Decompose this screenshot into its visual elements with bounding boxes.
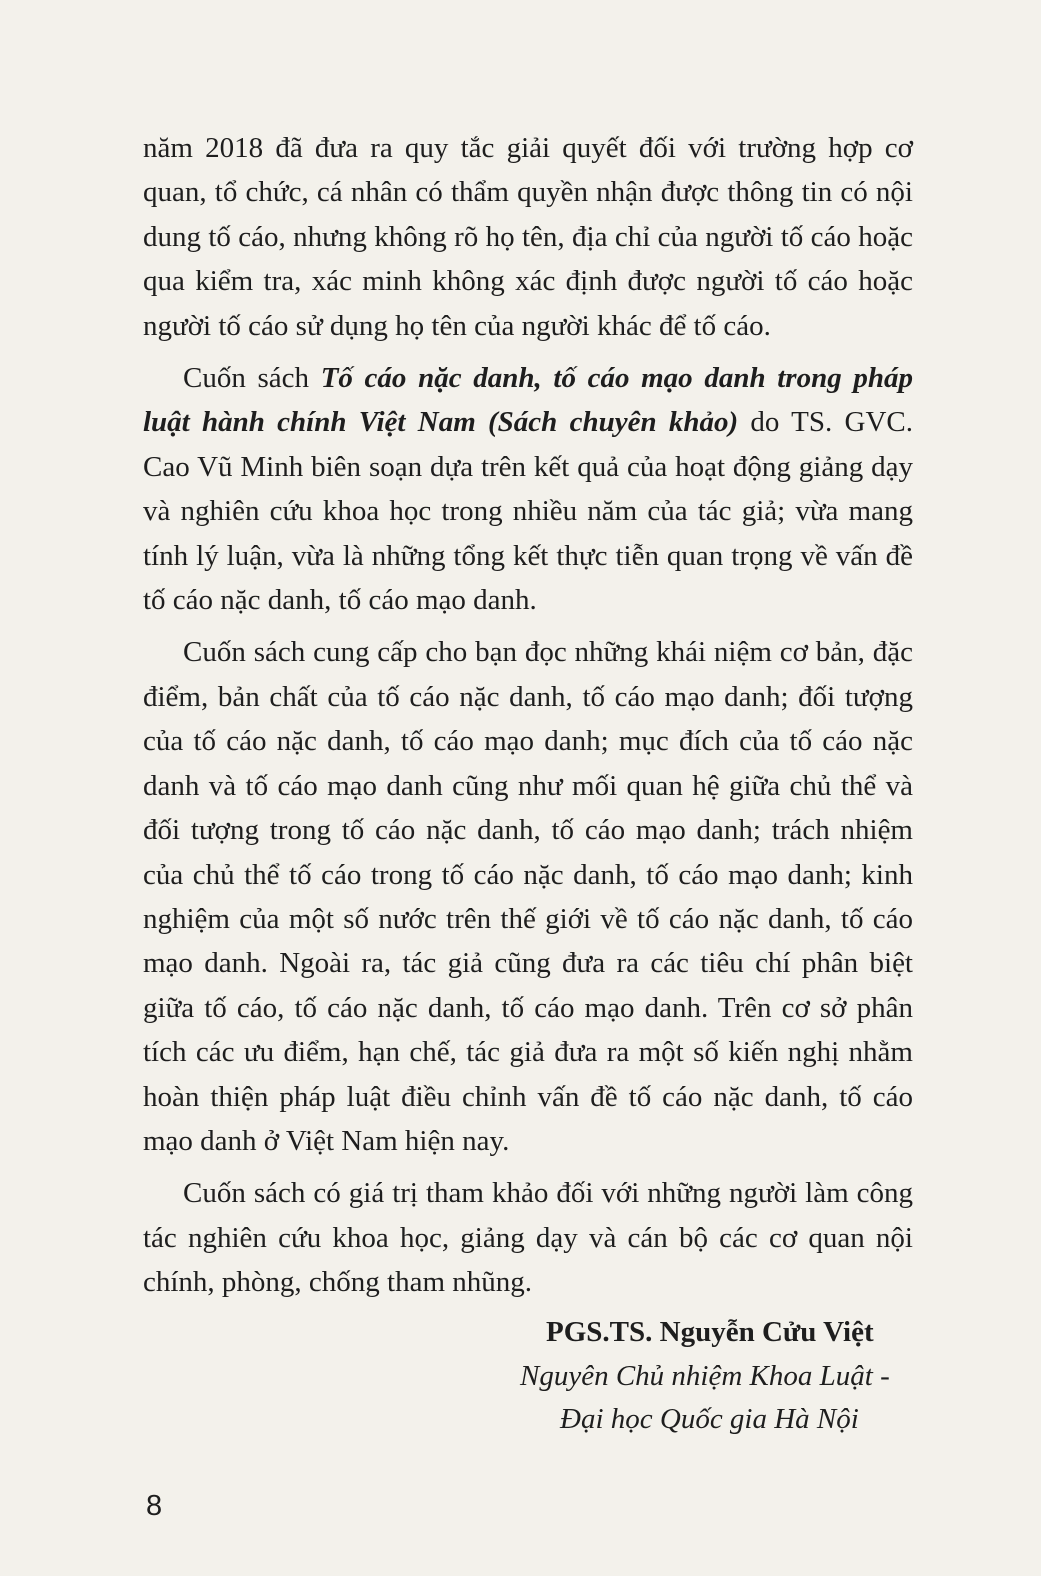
paragraph-1: năm 2018 đã đưa ra quy tắc giải quyết đối với trường hợp cơ quan, tổ chức, cá nhân có thẩm quyền nhận được thông tin có nội dung tố cáo, nhưng không rõ họ tên, địa chỉ của người tố cáo hoặc qua kiểm tra, xác minh không xác định được người tố cáo hoặc người tố cáo sử dụng họ tên của người khác để tố cáo. xyxy=(143,132,913,342)
book-title: Tố cáo nặc danh, tố cáo mạo danh trong pháp luật hành chính Việt Nam (Sách chuyên khảo) xyxy=(143,362,914,439)
signature-name: PGS.TS. Nguyễn Cửu Việt xyxy=(546,1316,874,1348)
signature-title-line-1: Nguyên Chủ nhiệm Khoa Luật - xyxy=(520,1360,890,1392)
page-number: 8 xyxy=(146,1490,163,1522)
signature-title-line-2: Đại học Quốc gia Hà Nội xyxy=(560,1403,859,1435)
paragraph-2-rest: do TS. GVC. Cao Vũ Minh biên soạn dựa trên kết quả của hoạt động giảng dạy và nghiên cứu khoa học trong nhiều năm của tác giả; vừa mang tính lý luận, vừa là những tổng kết thực tiễn quan trọng về vấn đề tố cáo nặc danh, tố cáo mạo danh. xyxy=(143,406,913,617)
paragraph-4: Cuốn sách có giá trị tham khảo đối với những người làm công tác nghiên cứu khoa học, giảng dạy và cán bộ các cơ quan nội chính, phòng, chống tham nhũng. xyxy=(143,1177,913,1299)
paragraph-3: Cuốn sách cung cấp cho bạn đọc những khái niệm cơ bản, đặc điểm, bản chất của tố cáo nặc danh, tố cáo mạo danh; đối tượng của tố cáo nặc danh, tố cáo mạo danh; mục đích của tố cáo nặc danh và tố cáo mạo danh cũng như mối quan hệ giữa chủ thể và đối tượng trong tố cáo nặc danh, tố cáo mạo danh; trách nhiệm của chủ thể tố cáo trong tố cáo nặc danh, tố cáo mạo danh; kinh nghiệm của một số nước trên thế giới về tố cáo nặc danh, tố cáo mạo danh. Ngoài ra, tác giả cũng đưa ra các tiêu chí phân biệt giữa tố cáo, tố cáo nặc danh, tố cáo mạo danh. Trên cơ sở phân tích các ưu điểm, hạn chế, tác giả đưa ra một số kiến nghị nhằm hoàn thiện pháp luật điều chỉnh vấn đề tố cáo nặc danh, tố cáo mạo danh ở Việt Nam hiện nay. xyxy=(143,636,913,1157)
body-text xyxy=(143,126,913,1305)
paragraph-2-lead: Cuốn sách xyxy=(183,362,321,395)
paragraph-2 xyxy=(143,356,913,622)
